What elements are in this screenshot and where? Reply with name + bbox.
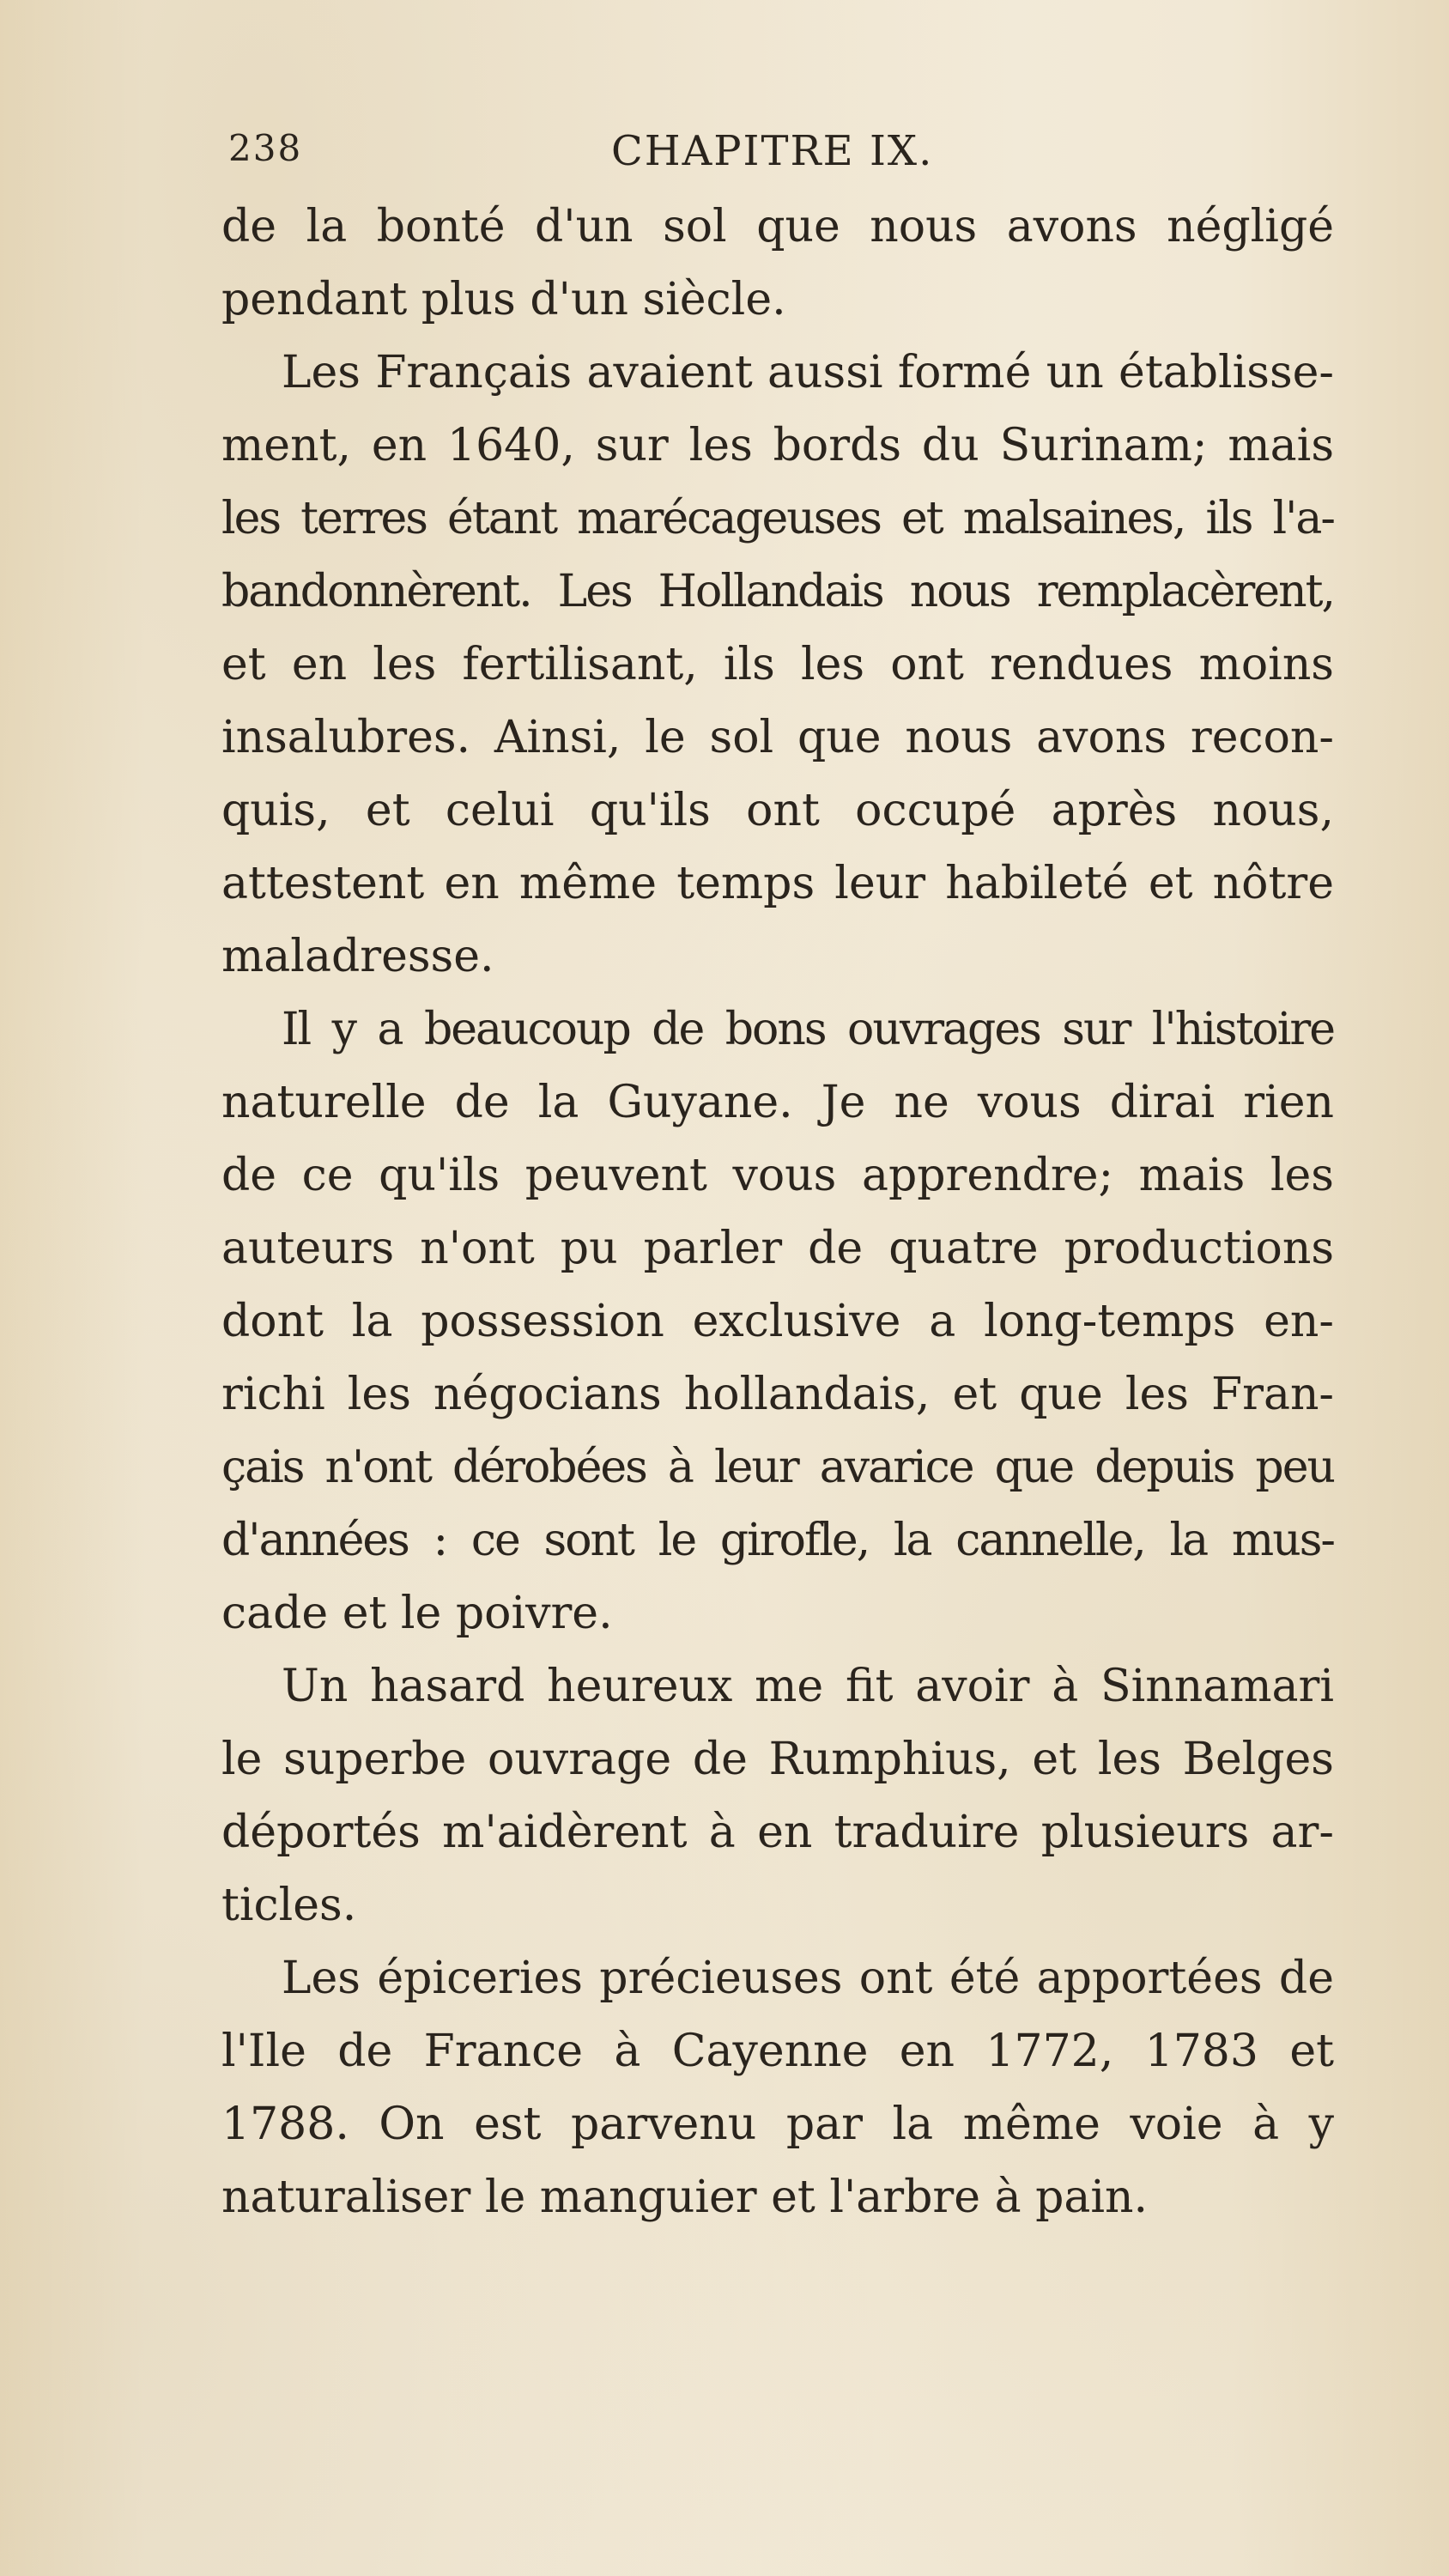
text-line: naturelle de la Guyane. Je ne vous dirai rien: [221, 1077, 1334, 1128]
text-line: richi les négocians hollandais, et que les Fran-: [221, 1369, 1334, 1420]
text-line: maladresse.: [221, 931, 494, 982]
text-line: de la bonté d'un sol que nous avons négligé: [221, 201, 1334, 252]
text-line: 1788. On est parvenu par la même voie à y: [221, 2099, 1334, 2150]
text-line: çais n'ont dérobées à leur avarice que depuis peu: [221, 1442, 1334, 1493]
text-line: pendant plus d'un siècle.: [221, 274, 786, 325]
page-number: 238: [228, 127, 303, 169]
text-line: ticles.: [221, 1880, 357, 1931]
text-line: Un hasard heureux me fit avoir à Sinnamari: [282, 1661, 1334, 1712]
text-line: dont la possession exclusive a long-temps en-: [221, 1296, 1334, 1347]
text-line: bandonnèrent. Les Hollandais nous remplacèrent,: [221, 566, 1334, 617]
text-line: Les Français avaient aussi formé un établisse-: [282, 347, 1334, 398]
text-line: Les épiceries précieuses ont été apportées de: [282, 1953, 1334, 2004]
text-line: les terres étant marécageuses et malsaines, ils l'a-: [221, 493, 1334, 544]
text-line: déportés m'aidèrent à en traduire plusieurs ar-: [221, 1807, 1334, 1858]
text-line: et en les fertilisant, ils les ont rendues moins: [221, 639, 1334, 690]
text-line: de ce qu'ils peuvent vous apprendre; mais les: [221, 1150, 1334, 1201]
text-line: le superbe ouvrage de Rumphius, et les Belges: [221, 1734, 1334, 1785]
page-header: [223, 127, 1253, 187]
body-text: [221, 191, 1334, 2234]
running-title: CHAPITRE IX.: [611, 127, 934, 175]
text-line: l'Ile de France à Cayenne en 1772, 1783 et: [221, 2026, 1334, 2077]
text-line: naturaliser le manguier et l'arbre à pain.: [221, 2172, 1149, 2223]
text-line: Il y a beaucoup de bons ouvrages sur l'histoire: [282, 1004, 1334, 1055]
text-line: ment, en 1640, sur les bords du Surinam; mais: [221, 420, 1334, 471]
text-line: insalubres. Ainsi, le sol que nous avons recon-: [221, 712, 1334, 763]
text-line: attestent en même temps leur habileté et nôtre: [221, 858, 1334, 909]
text-line: auteurs n'ont pu parler de quatre productions: [221, 1223, 1334, 1274]
text-line: d'années : ce sont le girofle, la cannelle, la mus-: [221, 1515, 1334, 1566]
text-line: quis, et celui qu'ils ont occupé après nous,: [221, 785, 1334, 836]
text-line: cade et le poivre.: [221, 1588, 613, 1639]
